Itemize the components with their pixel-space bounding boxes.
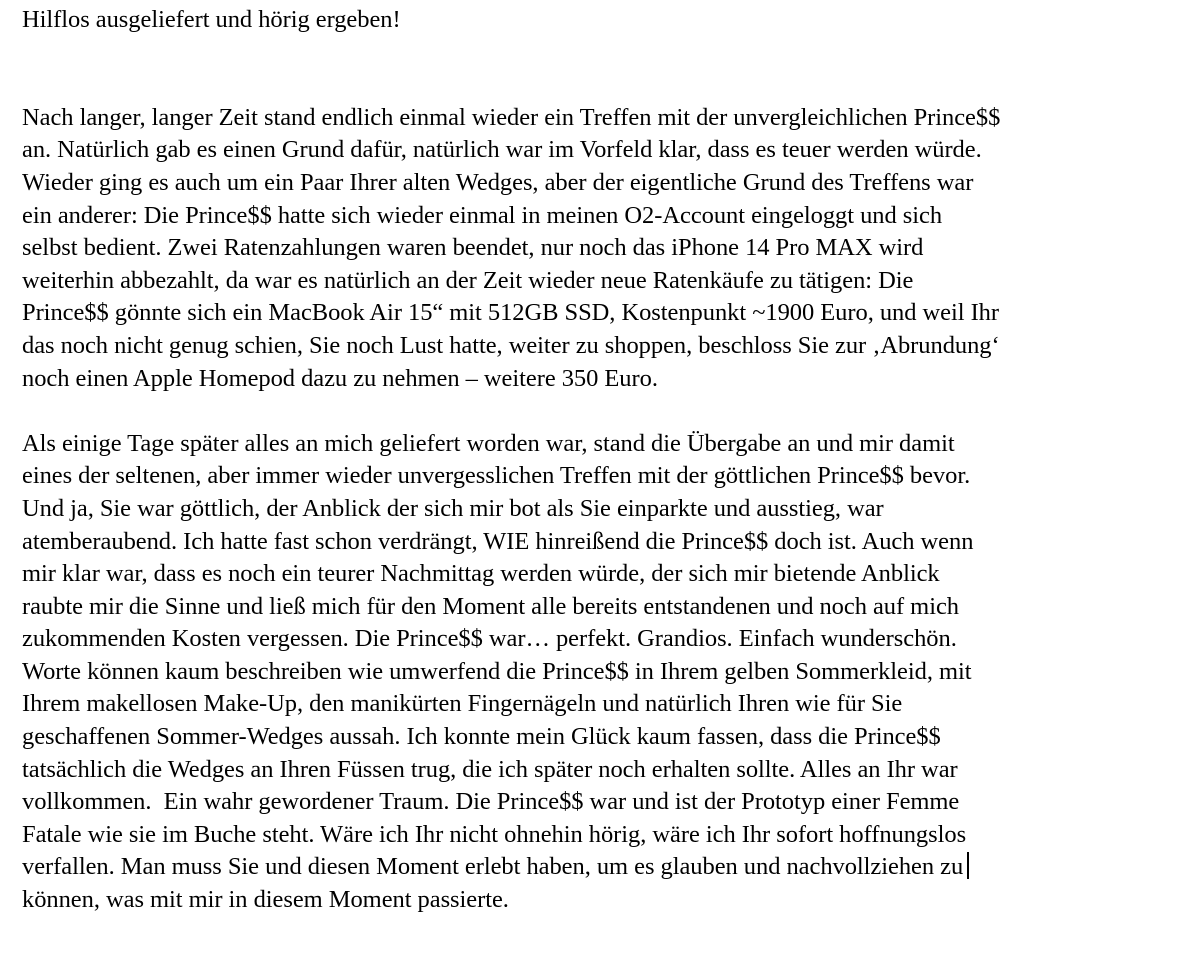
paragraph-1-line: weiterhin abbezahlt, da war es natürlich an der Zeit wieder neue Ratenkäufe zu tätigen: Die [22,266,914,294]
paragraph-1-line: noch einen Apple Homepod dazu zu nehmen – weitere 350 Euro. [22,364,658,392]
paragraph-1-line: selbst bedient. Zwei Ratenzahlungen waren beendet, nur noch das iPhone 14 Pro MAX wird [22,234,924,262]
paragraph-2-line: eines der seltenen, aber immer wieder unvergesslichen Treffen mit der göttlichen Prince$$ bevor. [22,462,971,490]
paragraph-2-line-with-cursor [22,851,1180,884]
paragraph-2-line: tatsächlich die Wedges an Ihren Füssen trug, die ich später noch erhalten sollte. Alles an Ihr war [22,755,958,783]
paragraph-separator [22,395,1180,428]
paragraph-1-line: Prince$$ gönnte sich ein MacBook Air 15“ mit 512GB SSD, Kostenpunkt ~1900 Euro, und weil Ihr [22,299,999,327]
paragraph-1 [22,102,1180,395]
paragraph-1-line: Wieder ging es auch um ein Paar Ihrer alten Wedges, aber der eigentliche Grund des Treffens war [22,168,974,196]
paragraph-2-line: Und ja, Sie war göttlich, der Anblick der sich mir bot als Sie einparkte und ausstieg, war [22,494,884,522]
paragraph-2-line: raubte mir die Sinne und ließ mich für den Moment alle bereits entstandenen und noch auf mich [22,592,959,620]
paragraph-2-line: Ihrem makellosen Make-Up, den manikürten Fingernägeln und natürlich Ihren wie für Sie [22,690,903,718]
paragraph-1-line: ein anderer: Die Prince$$ hatte sich wieder einmal in meinen O2-Account eingeloggt und sich [22,201,943,229]
paragraph-2-line-text: verfallen. Man muss Sie und diesen Moment erlebt haben, um es glauben und nachvollziehen zu [22,853,964,881]
document-body[interactable] [22,4,1180,917]
paragraph-2-line: Fatale wie sie im Buche steht. Wäre ich Ihr nicht ohnehin hörig, wäre ich Ihr sofort hoffnungslos [22,820,967,848]
document-title: Hilflos ausgeliefert und hörig ergeben! [22,6,401,33]
paragraph-2 [22,428,1180,917]
paragraph-1-line: an. Natürlich gab es einen Grund dafür, natürlich war im Vorfeld klar, dass es teuer werden würde. [22,136,982,164]
paragraph-1-line: das noch nicht genug schien, Sie noch Lust hatte, weiter zu shoppen, beschloss Sie zur ‚Abrundung‘ [22,331,1000,359]
paragraph-2-line: vollkommen. Ein wahr gewordener Traum. Die Prince$$ war und ist der Prototyp einer Femme [22,788,960,816]
paragraph-2-line: Worte können kaum beschreiben wie umwerfend die Prince$$ in Ihrem gelben Sommerkleid, mit [22,657,972,685]
paragraph-2-line: können, was mit mir in diesem Moment passierte. [22,886,509,914]
blank-space [22,37,1180,102]
paragraph-2-line: Als einige Tage später alles an mich geliefert worden war, stand die Übergabe an und mir damit [22,429,955,457]
paragraph-1-line: Nach langer, langer Zeit stand endlich einmal wieder ein Treffen mit der unvergleichlichen Prince$$ [22,103,1001,131]
paragraph-2-line: geschaffenen Sommer-Wedges aussah. Ich konnte mein Glück kaum fassen, dass die Prince$$ [22,723,941,751]
paragraph-2-line: mir klar war, dass es noch ein teurer Nachmittag werden würde, der sich mir bietende Anblick [22,560,940,588]
paragraph-2-line: atemberaubend. Ich hatte fast schon verdrängt, WIE hinreißend die Prince$$ doch ist. Auch wenn [22,527,974,555]
text-cursor[interactable] [967,852,969,879]
paragraph-2-line: zukommenden Kosten vergessen. Die Prince$$ war… perfekt. Grandios. Einfach wunderschön. [22,625,957,653]
